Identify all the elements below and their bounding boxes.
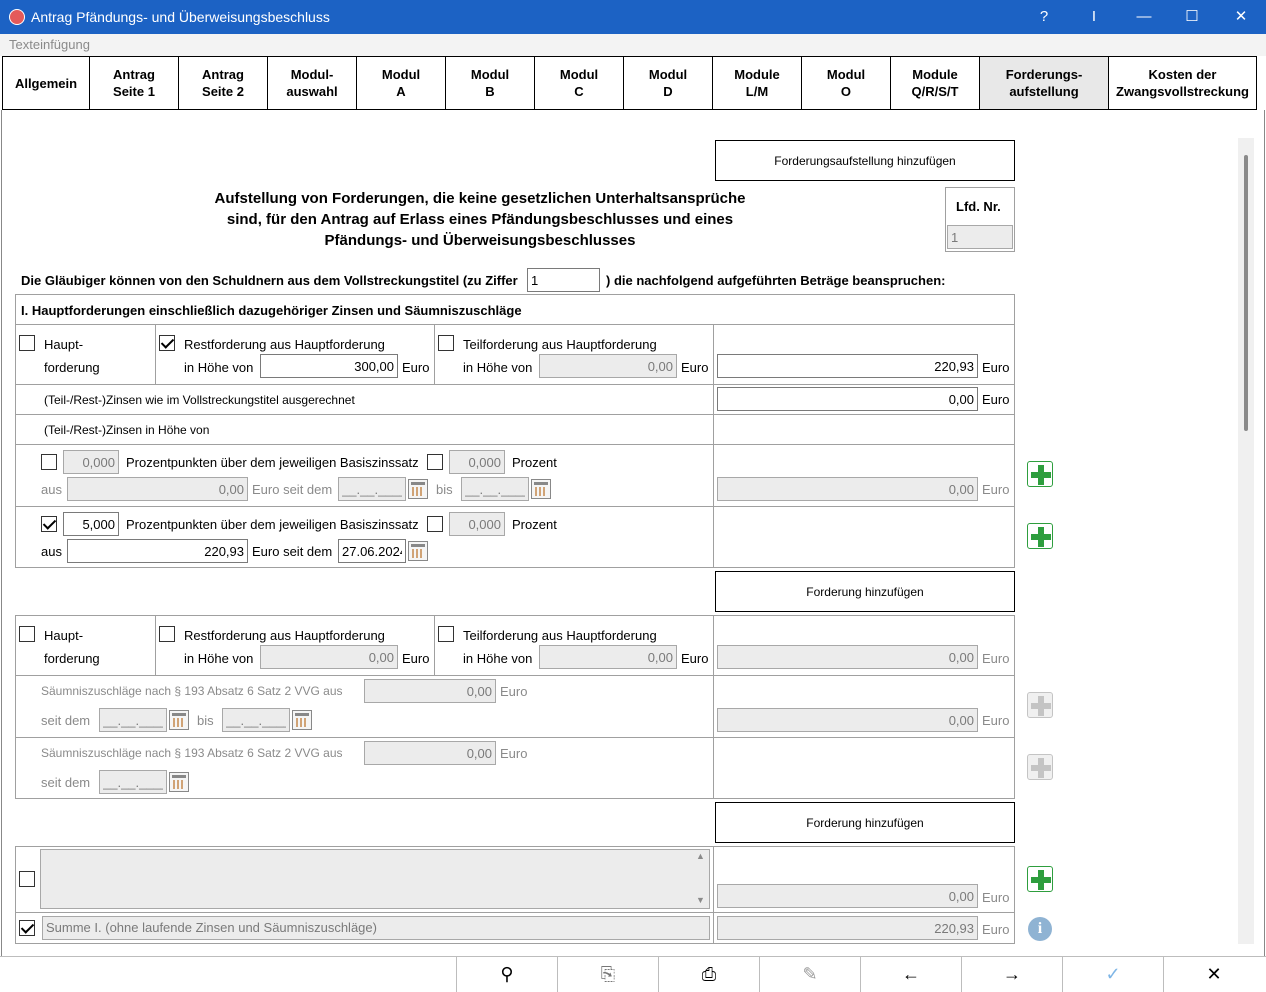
zinsen-1-prozent-checkbox[interactable] <box>427 454 443 470</box>
euro-label: Euro <box>982 651 1010 666</box>
zinsen-1-checkbox[interactable] <box>41 454 57 470</box>
saeumnis-2-seit-field[interactable] <box>99 770 167 794</box>
page-title-line-2: sind, für den Antrag auf Erlass eines Pfändungsbeschlusses und eines <box>226 211 734 228</box>
teilforderung-checkbox-2[interactable] <box>438 626 454 642</box>
menu-bar <box>0 34 1266 56</box>
print-document-icon[interactable]: ⎙ <box>658 956 759 992</box>
tab-modul-o[interactable]: Modul O <box>801 56 891 110</box>
freitext-textarea[interactable] <box>40 849 710 909</box>
close-window-button[interactable]: ✕ <box>1234 8 1248 25</box>
divider <box>713 846 714 944</box>
back-arrow-icon[interactable]: ← <box>860 956 961 992</box>
zinsen-2-seit-field[interactable] <box>338 539 406 563</box>
saeumnis-label: Säumniszuschläge nach § 193 Absatz 6 Satz 2 VVG aus <box>41 684 343 698</box>
calendar-icon[interactable] <box>531 479 551 499</box>
hoehe-label: in Höhe von <box>184 360 254 375</box>
hauptforderung-label: Haupt- <box>44 628 84 643</box>
saeumnis-1-aus-field[interactable] <box>364 679 496 703</box>
restforderung-field-1[interactable] <box>260 354 398 378</box>
cancel-x-icon[interactable]: ✕ <box>1163 956 1264 992</box>
euro-label: Euro <box>500 684 528 699</box>
euro-seit-label: Euro seit dem <box>252 544 333 559</box>
euro-label: Euro <box>681 360 709 375</box>
divider <box>15 912 1015 913</box>
divider <box>713 615 714 799</box>
freitext-total-field[interactable] <box>717 884 978 908</box>
euro-label: Euro <box>681 651 709 666</box>
restforderung-label: Restforderung aus Hauptforderung <box>184 628 385 643</box>
total-field-2[interactable] <box>717 645 978 669</box>
minimize-button[interactable]: — <box>1136 8 1152 25</box>
section-1-title: I. Hauptforderungen einschließlich dazugehöriger Zinsen und Säumniszuschläge <box>21 303 522 318</box>
calendar-icon[interactable] <box>408 479 428 499</box>
teilforderung-field-1[interactable] <box>539 354 677 378</box>
euro-label: Euro <box>982 713 1010 728</box>
ibeam-button[interactable]: I <box>1091 8 1097 25</box>
zinsen-titel-label: (Teil-/Rest-)Zinsen wie im Vollstreckungstitel ausgerechnet <box>44 393 355 407</box>
zinsen-hoehe-label: (Teil-/Rest-)Zinsen in Höhe von <box>44 423 210 437</box>
divider <box>15 384 1015 385</box>
tab-antrag-seite-2[interactable]: Antrag Seite 2 <box>178 56 268 110</box>
teilforderung-label: Teilforderung aus Hauptforderung <box>463 628 657 643</box>
add-saeumnis-plus-icon[interactable] <box>1027 692 1053 718</box>
hoehe-label: in Höhe von <box>463 360 533 375</box>
saeumnis-1-bis-field[interactable] <box>222 708 290 732</box>
teilforderung-checkbox-1[interactable] <box>438 335 454 351</box>
teilforderung-field-2[interactable] <box>539 645 677 669</box>
restforderung-checkbox-2[interactable] <box>159 626 175 642</box>
add-freitext-plus-icon[interactable] <box>1027 866 1053 892</box>
calendar-icon[interactable] <box>169 710 189 730</box>
zinsen-1-prozent-field[interactable] <box>449 450 505 474</box>
tab-antrag-seite-1[interactable]: Antrag Seite 1 <box>89 56 179 110</box>
euro-label: Euro <box>982 392 1010 407</box>
tab-bar <box>2 56 1260 110</box>
copy-document-icon[interactable]: ⎘ <box>557 956 658 992</box>
frame-left <box>1 110 2 956</box>
forward-arrow-icon[interactable]: → <box>961 956 1062 992</box>
page-title-line-3: Pfändungs- und Überweisungsbeschlusses <box>324 232 636 249</box>
prozentpunkte-label: Prozentpunkten über dem jeweiligen Basiszinssatz <box>126 455 419 470</box>
euro-label: Euro <box>402 360 430 375</box>
divider <box>155 615 156 675</box>
zinsen-2-aus-field[interactable] <box>67 539 248 563</box>
add-forderung-button-1[interactable]: Forderung hinzufügen <box>715 571 1015 612</box>
tab-forderungsaufstellung[interactable]: Forderungs- aufstellung <box>979 56 1109 110</box>
app-lock-icon <box>9 9 25 25</box>
scroll-up-icon[interactable]: ▲ <box>696 851 705 861</box>
search-icon[interactable]: ⚲ <box>456 956 557 992</box>
lfd-nr-label: Lfd. Nr. <box>956 199 1001 214</box>
add-zinsen-plus-icon[interactable] <box>1027 523 1053 549</box>
zinsen-2-checkbox[interactable] <box>41 516 57 532</box>
aus-label: aus <box>41 544 62 559</box>
divider <box>15 414 1015 415</box>
zinsen-1-seit-field[interactable] <box>338 477 406 501</box>
divider <box>15 444 1015 445</box>
bis-label: bis <box>197 713 214 728</box>
page-title-line-1: Aufstellung von Forderungen, die keine gesetzlichen Unterhaltsansprüche <box>214 190 746 207</box>
euro-label: Euro <box>500 746 528 761</box>
seit-dem-label: seit dem <box>41 713 91 728</box>
aus-label: aus <box>41 482 62 497</box>
add-forderung-button-2[interactable]: Forderung hinzufügen <box>715 802 1015 843</box>
summe-label-field: Summe I. (ohne laufende Zinsen und Säumniszuschläge) <box>42 916 710 940</box>
title-bar <box>0 0 1266 34</box>
ok-check-icon[interactable]: ✓ <box>1062 956 1163 992</box>
prozentpunkte-label: Prozentpunkten über dem jeweiligen Basiszinssatz <box>126 517 419 532</box>
divider <box>713 324 714 568</box>
tab-allgemein[interactable]: Allgemein <box>2 56 90 110</box>
add-forderungsaufstellung-button[interactable]: Forderungsaufstellung hinzufügen <box>715 140 1015 181</box>
divider <box>15 675 1015 676</box>
hoehe-label: in Höhe von <box>463 651 533 666</box>
calendar-icon[interactable] <box>292 710 312 730</box>
tab-modul-d[interactable]: Modul D <box>623 56 713 110</box>
restforderung-label: Restforderung aus Hauptforderung <box>184 337 385 352</box>
zinsen-1-prozentpunkte-field[interactable] <box>63 450 119 474</box>
scrollbar-thumb[interactable] <box>1244 155 1248 431</box>
zinsen-1-bis-field[interactable] <box>461 477 529 501</box>
bis-label: bis <box>436 482 453 497</box>
hauptforderung-label: Haupt- <box>44 337 84 352</box>
total-field-1[interactable] <box>717 354 978 378</box>
prozent-label: Prozent <box>512 455 557 470</box>
intro-text-before: Die Gläubiger können von den Schuldnern aus dem Vollstreckungstitel (zu Ziffer <box>21 273 518 288</box>
euro-label: Euro <box>402 651 430 666</box>
calendar-icon[interactable] <box>408 541 428 561</box>
teilforderung-label: Teilforderung aus Hauptforderung <box>463 337 657 352</box>
restforderung-checkbox-1[interactable] <box>159 335 175 351</box>
euro-label: Euro <box>982 922 1010 937</box>
euro-label: Euro <box>982 890 1010 905</box>
divider <box>434 324 435 384</box>
window-title: Antrag Pfändungs- und Überweisungsbeschluss <box>31 9 330 25</box>
tab-modul-c[interactable]: Modul C <box>534 56 624 110</box>
help-button[interactable]: ? <box>1039 8 1049 25</box>
zinsen-2-prozent-checkbox[interactable] <box>427 516 443 532</box>
hauptforderung-checkbox-2[interactable] <box>19 626 35 642</box>
intro-text-after: ) die nachfolgend aufgeführten Beträge beanspruchen: <box>606 273 946 288</box>
tab-kosten[interactable]: Kosten der Zwangsvollstreckung <box>1108 56 1257 110</box>
prozent-label: Prozent <box>512 517 557 532</box>
divider <box>15 506 1015 507</box>
saeumnis-1-seit-field[interactable] <box>99 708 167 732</box>
euro-seit-label: Euro seit dem <box>252 482 333 497</box>
add-zinsen-plus-icon[interactable] <box>1027 461 1053 487</box>
hauptforderung-checkbox-1[interactable] <box>19 335 35 351</box>
menu-item-texteinfuegung[interactable]: Texteinfügung <box>9 37 90 52</box>
divider <box>434 615 435 675</box>
freitext-checkbox[interactable] <box>19 871 35 887</box>
zinsen-2-prozent-field[interactable] <box>449 512 505 536</box>
hauptforderung-label: forderung <box>44 651 100 666</box>
saeumnis-label: Säumniszuschläge nach § 193 Absatz 6 Satz 2 VVG aus <box>41 746 343 760</box>
saeumnis-2-aus-field[interactable] <box>364 741 496 765</box>
tab-module-qrst[interactable]: Module Q/R/S/T <box>890 56 980 110</box>
scroll-down-icon[interactable]: ▼ <box>696 895 705 905</box>
tab-module-lm[interactable]: Module L/M <box>712 56 802 110</box>
zinsen-1-total-field[interactable] <box>717 477 978 501</box>
summe-checkbox[interactable] <box>19 920 35 936</box>
restforderung-field-2[interactable] <box>260 645 398 669</box>
frame-right <box>1264 110 1265 956</box>
add-saeumnis-plus-icon[interactable] <box>1027 754 1053 780</box>
tab-modul-b[interactable]: Modul B <box>445 56 535 110</box>
zinsen-2-prozentpunkte-field[interactable] <box>63 512 119 536</box>
ziffer-field[interactable] <box>527 268 600 292</box>
hauptforderung-label: forderung <box>44 360 100 375</box>
divider <box>15 737 1015 738</box>
saeumnis-1-total-field[interactable] <box>717 708 978 732</box>
euro-label: Euro <box>982 482 1010 497</box>
tab-modulauswahl[interactable]: Modul- auswahl <box>267 56 357 110</box>
maximize-button[interactable]: ☐ <box>1185 8 1199 25</box>
hoehe-label: in Höhe von <box>184 651 254 666</box>
seit-dem-label: seit dem <box>41 775 91 790</box>
calendar-icon[interactable] <box>169 772 189 792</box>
edit-document-icon[interactable]: ✎ <box>759 956 860 992</box>
info-icon[interactable]: i <box>1028 917 1052 941</box>
zinsen-titel-field[interactable] <box>717 387 978 411</box>
tab-modul-a[interactable]: Modul A <box>356 56 446 110</box>
zinsen-1-aus-field[interactable] <box>67 477 248 501</box>
euro-label: Euro <box>982 360 1010 375</box>
divider <box>155 324 156 384</box>
summe-total-field[interactable] <box>717 916 978 940</box>
lfd-nr-field[interactable] <box>947 225 1013 249</box>
